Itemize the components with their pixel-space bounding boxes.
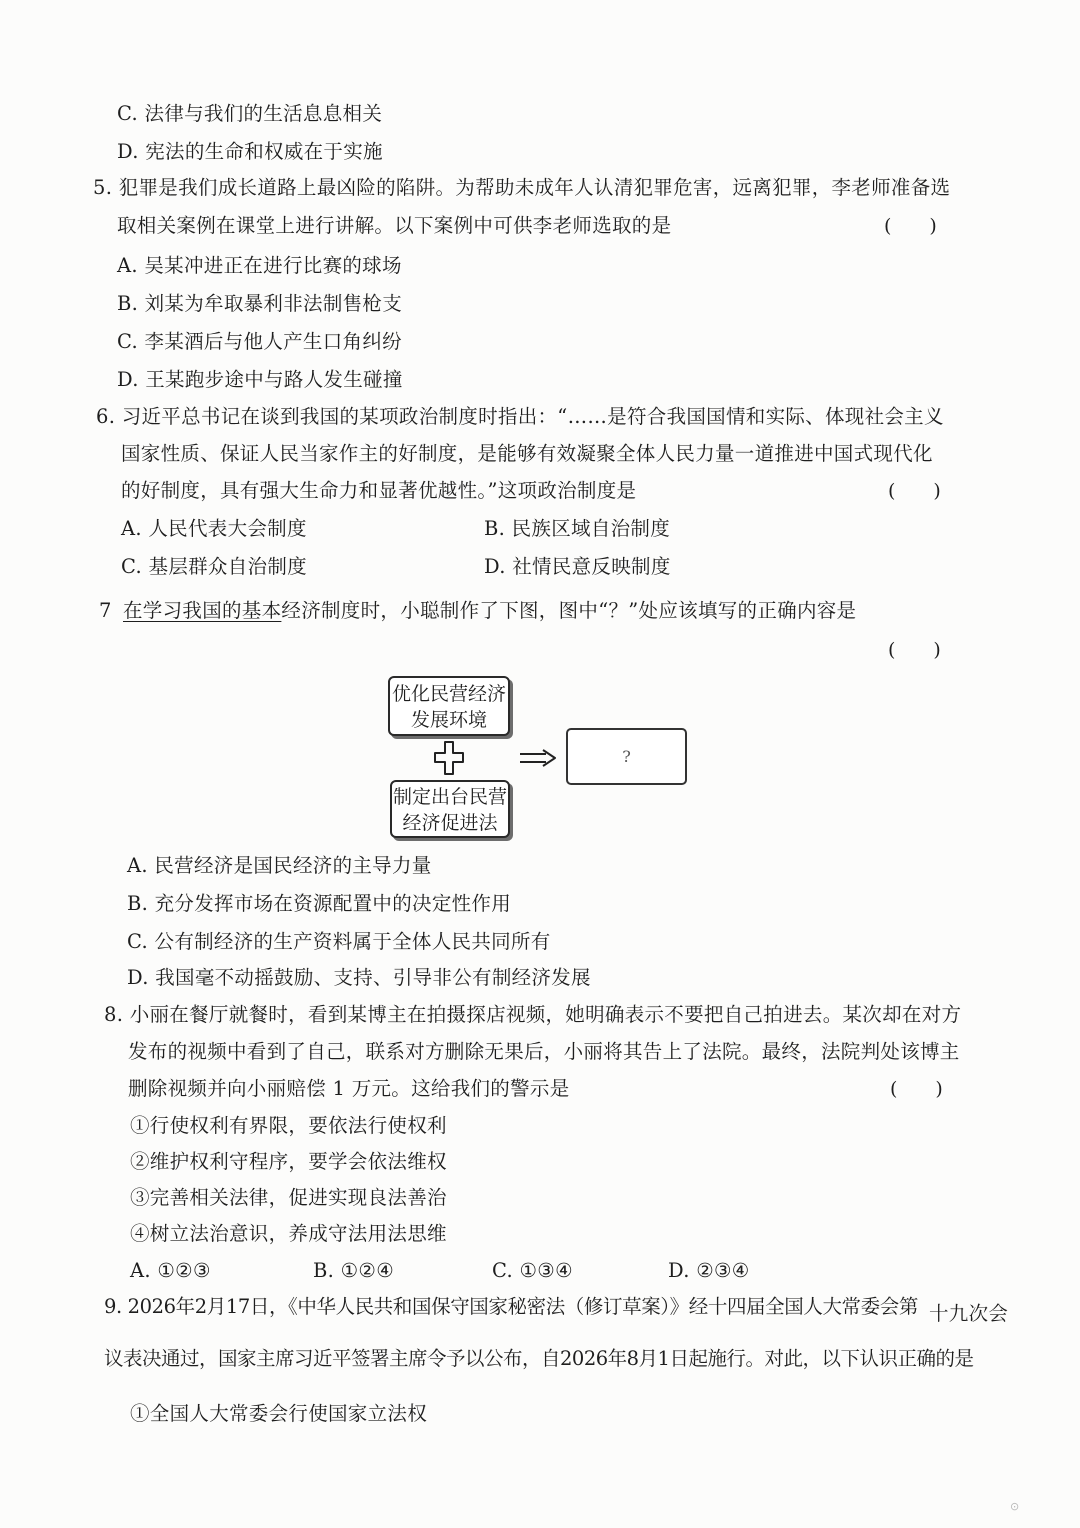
q8-choice-a: A. ①②③ bbox=[130, 1259, 211, 1282]
q5-stem-line2: 取相关案例在课堂上进行讲解。以下案例中可供李老师选取的是 bbox=[117, 214, 672, 237]
diagram-box-top-line2: 发展环境 bbox=[410, 709, 487, 731]
q8-answer-blank: ( ) bbox=[890, 1078, 943, 1100]
q7-option-c: C. 公有制经济的生产资料属于全体人民共同所有 bbox=[127, 930, 551, 953]
q6-stem-line3: 的好制度，具有强大生命力和显著优越性。”这项政治制度是 bbox=[121, 479, 637, 502]
q5-option-a: A. 吴某冲进正在进行比赛的球场 bbox=[117, 254, 402, 277]
q7-number: 7 bbox=[99, 599, 112, 622]
q5-option-d: D. 王某跑步途中与路人发生碰撞 bbox=[117, 368, 403, 391]
diagram-result-box bbox=[566, 728, 687, 785]
q8-statement-3: ③完善相关法律，促进实现良法善治 bbox=[130, 1186, 447, 1209]
q8-stem-line1: 8. 小丽在餐厅就餐时，看到某博主在拍摄探店视频，她明确表示不要把自己拍进去。某次却在对方 bbox=[104, 1003, 962, 1026]
q8-stem-line3: 删除视频并向小丽赔偿 1 万元。这给我们的警示是 bbox=[128, 1077, 570, 1100]
q8-statement-2: ②维护权利守程序，要学会依法维权 bbox=[130, 1150, 447, 1173]
q7-option-d: D. 我国毫不动摇鼓励、支持、引导非公有制经济发展 bbox=[127, 966, 591, 989]
plus-icon bbox=[434, 741, 464, 775]
q8-choice-b: B. ①②④ bbox=[313, 1259, 394, 1282]
diagram-box-bottom-line1: 制定出台民营 bbox=[392, 786, 507, 808]
diagram-box-top-line1: 优化民营经济 bbox=[391, 683, 506, 705]
diagram-box-bottom-line2: 经济促进法 bbox=[402, 812, 498, 834]
double-arrow-icon bbox=[519, 749, 557, 767]
q6-answer-blank: ( ) bbox=[888, 480, 941, 502]
corner-mark-icon: ⊙ bbox=[1010, 1500, 1020, 1513]
q5-answer-blank: ( ) bbox=[884, 215, 937, 237]
q7-stem-rest: 经济制度时，小聪制作了下图，图中“？”处应该填写的正确内容是 bbox=[281, 599, 857, 622]
q5-stem-line1: 5. 犯罪是我们成长道路上最凶险的陷阱。为帮助未成年人认清犯罪危害，远离犯罪，李老师准备选 bbox=[93, 176, 951, 199]
q7-option-b: B. 充分发挥市场在资源配置中的决定性作用 bbox=[127, 892, 512, 915]
q6-option-d: D. 社情民意反映制度 bbox=[484, 555, 671, 578]
q5-option-b: B. 刘某为牟取暴利非法制售枪支 bbox=[117, 292, 403, 315]
q8-choice-c: C. ①③④ bbox=[492, 1259, 573, 1282]
diagram-box-promotion-law bbox=[390, 780, 510, 838]
q6-option-a: A. 人民代表大会制度 bbox=[121, 517, 307, 540]
q7-answer-blank: ( ) bbox=[888, 639, 941, 661]
q6-option-b: B. 民族区域自治制度 bbox=[484, 517, 671, 540]
q6-stem-line1: 6. 习近平总书记在谈到我国的某项政治制度时指出：“……是符合我国国情和实际、体现社会主义 bbox=[96, 405, 944, 428]
q4-option-c: C. 法律与我们的生活息息相关 bbox=[117, 102, 383, 125]
q7-stem-underlined: 在学习我国的基本 bbox=[123, 599, 282, 622]
q9-stem-line1: 9. 2026年2月17日，《中华人民共和国保守国家秘密法（修订草案）》经十四届全国人大常委会第 bbox=[104, 1295, 918, 1318]
q4-option-d: D. 宪法的生命和权威在于实施 bbox=[117, 140, 383, 163]
q9-stem-line2: 议表决通过，国家主席习近平签署主席令予以公布，自2026年8月1日起施行。对此，以下认识正确的是 bbox=[104, 1347, 974, 1370]
q8-statement-1: ①行使权利有界限，要依法行使权利 bbox=[130, 1114, 447, 1137]
q7-stem bbox=[123, 598, 856, 624]
diagram-box-optimize-environment bbox=[388, 676, 510, 736]
q8-statement-4: ④树立法治意识，养成守法用法思维 bbox=[130, 1222, 447, 1245]
q9-statement-1: ①全国人大常委会行使国家立法权 bbox=[130, 1402, 428, 1425]
q7-option-a: A. 民营经济是国民经济的主导力量 bbox=[127, 854, 432, 877]
q6-stem-line2: 国家性质、保证人民当家作主的好制度，是能够有效凝聚全体人民力量一道推进中国式现代化 bbox=[121, 442, 933, 465]
diagram-result-placeholder: ? bbox=[622, 747, 631, 766]
q8-stem-line2: 发布的视频中看到了自己，联系对方删除无果后，小丽将其告上了法院。最终，法院判处该博主 bbox=[128, 1040, 960, 1063]
q9-stem-line1-tail: 十九次会 bbox=[929, 1302, 1009, 1325]
q6-option-c: C. 基层群众自治制度 bbox=[121, 555, 307, 578]
q5-option-c: C. 李某酒后与他人产生口角纠纷 bbox=[117, 330, 402, 353]
q8-choice-d: D. ②③④ bbox=[668, 1259, 750, 1282]
